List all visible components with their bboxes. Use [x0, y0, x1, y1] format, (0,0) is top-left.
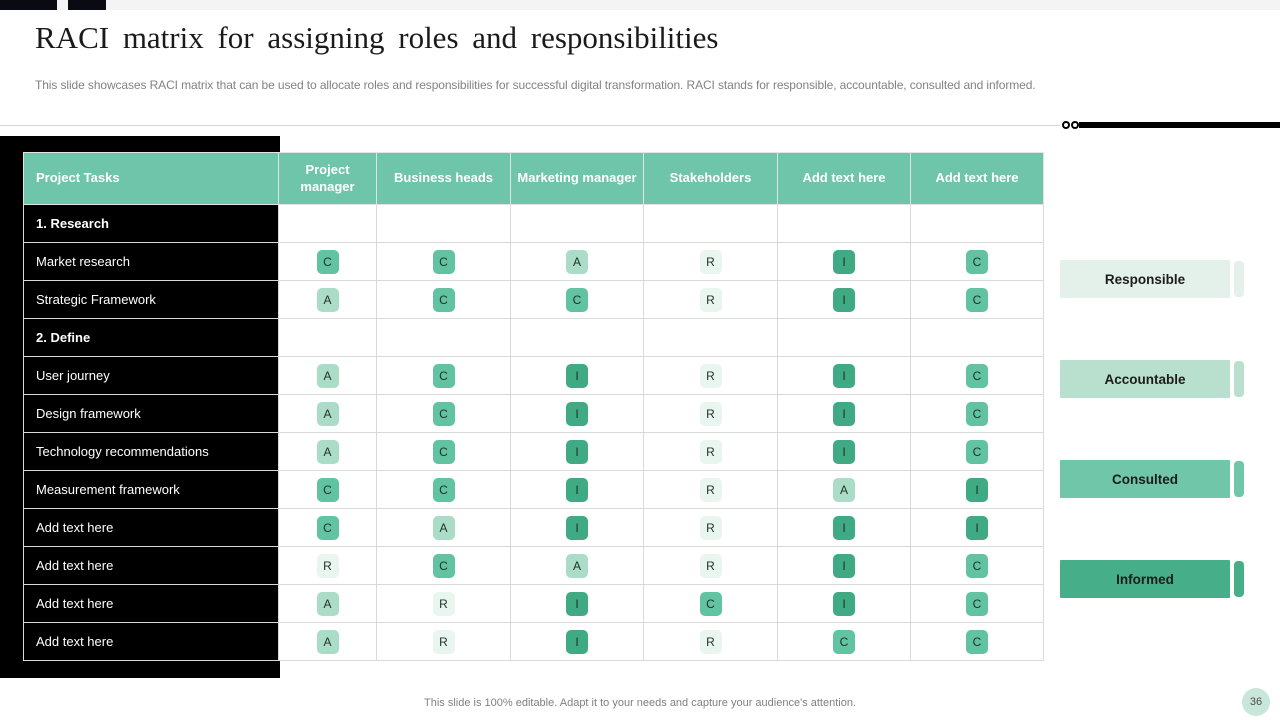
raci-cell	[778, 623, 911, 661]
header-divider-accent	[1079, 122, 1280, 128]
raci-cell	[279, 585, 377, 623]
raci-cell	[511, 281, 644, 319]
footer-note: This slide is 100% editable. Adapt it to your needs and capture your audience's attention.	[424, 697, 856, 709]
raci-badge-c: C	[566, 288, 588, 312]
raci-cell	[377, 357, 511, 395]
raci-badge-i: I	[966, 516, 988, 540]
raci-cell	[644, 281, 778, 319]
raci-cell	[911, 319, 1044, 357]
top-strip	[0, 0, 1280, 10]
task-cell[interactable]: Add text here	[24, 585, 279, 623]
legend-label-consulted: Consulted	[1060, 460, 1230, 498]
raci-cell	[644, 395, 778, 433]
raci-cell	[778, 433, 911, 471]
raci-cell	[911, 433, 1044, 471]
legend-tab	[1234, 461, 1244, 497]
raci-badge-i: I	[566, 592, 588, 616]
raci-cell	[279, 547, 377, 585]
raci-cell	[377, 547, 511, 585]
divider-ring-icon	[1071, 121, 1079, 129]
divider-ring-icon	[1062, 121, 1070, 129]
raci-badge-c: C	[700, 592, 722, 616]
raci-badge-c: C	[966, 554, 988, 578]
raci-cell	[511, 433, 644, 471]
raci-badge-i: I	[833, 402, 855, 426]
raci-cell	[279, 319, 377, 357]
legend-label-accountable: Accountable	[1060, 360, 1230, 398]
raci-badge-i: I	[566, 440, 588, 464]
raci-cell	[279, 281, 377, 319]
task-cell: Design framework	[24, 395, 279, 433]
raci-cell	[279, 395, 377, 433]
column-header[interactable]: Add text here	[911, 153, 1044, 205]
raci-badge-r: R	[700, 364, 722, 388]
raci-badge-i: I	[566, 478, 588, 502]
raci-badge-c: C	[966, 630, 988, 654]
raci-cell	[911, 509, 1044, 547]
raci-cell	[377, 205, 511, 243]
task-cell: Technology recommendations	[24, 433, 279, 471]
column-header[interactable]: Add text here	[778, 153, 911, 205]
legend-tab	[1234, 561, 1244, 597]
raci-badge-i: I	[566, 364, 588, 388]
column-header: Project manager	[279, 153, 377, 205]
raci-badge-c: C	[966, 592, 988, 616]
raci-cell	[644, 585, 778, 623]
raci-cell	[644, 509, 778, 547]
raci-badge-r: R	[700, 440, 722, 464]
raci-badge-c: C	[433, 250, 455, 274]
raci-cell	[911, 547, 1044, 585]
raci-cell	[644, 205, 778, 243]
raci-cell	[279, 357, 377, 395]
raci-cell	[644, 319, 778, 357]
table-row	[24, 623, 1044, 661]
raci-badge-c: C	[833, 630, 855, 654]
task-cell[interactable]: Add text here	[24, 547, 279, 585]
task-section-cell: 1. Research	[24, 205, 279, 243]
raci-badge-i: I	[833, 288, 855, 312]
raci-badge-r: R	[700, 554, 722, 578]
raci-cell	[778, 243, 911, 281]
raci-cell	[377, 509, 511, 547]
legend-item-responsible	[1060, 260, 1246, 298]
raci-badge-a: A	[317, 592, 339, 616]
raci-cell	[377, 585, 511, 623]
raci-badge-c: C	[433, 554, 455, 578]
raci-cell	[644, 547, 778, 585]
raci-badge-i: I	[833, 516, 855, 540]
legend-item-informed	[1060, 560, 1246, 598]
raci-badge-c: C	[317, 516, 339, 540]
legend-tab	[1234, 261, 1244, 297]
raci-cell	[511, 357, 644, 395]
raci-badge-r: R	[317, 554, 339, 578]
legend-item-accountable	[1060, 360, 1246, 398]
column-header-project-tasks: Project Tasks	[24, 153, 279, 205]
raci-cell	[511, 471, 644, 509]
table-row	[24, 281, 1044, 319]
table-body	[24, 205, 1044, 661]
legend-tab	[1234, 361, 1244, 397]
raci-cell	[279, 623, 377, 661]
raci-cell	[377, 281, 511, 319]
raci-badge-a: A	[317, 288, 339, 312]
raci-cell	[511, 319, 644, 357]
raci-cell	[644, 357, 778, 395]
raci-cell	[644, 471, 778, 509]
raci-cell	[778, 395, 911, 433]
raci-badge-i: I	[966, 478, 988, 502]
raci-cell	[911, 205, 1044, 243]
raci-cell	[778, 357, 911, 395]
raci-badge-c: C	[433, 440, 455, 464]
raci-cell	[778, 281, 911, 319]
raci-badge-c: C	[966, 288, 988, 312]
table-row	[24, 585, 1044, 623]
column-header: Marketing manager	[511, 153, 644, 205]
task-section-cell: 2. Define	[24, 319, 279, 357]
top-accent-bar-1	[0, 0, 57, 10]
raci-badge-c: C	[433, 288, 455, 312]
raci-cell	[511, 205, 644, 243]
column-header: Stakeholders	[644, 153, 778, 205]
raci-badge-c: C	[966, 440, 988, 464]
raci-badge-a: A	[317, 364, 339, 388]
raci-cell	[511, 585, 644, 623]
raci-badge-c: C	[433, 402, 455, 426]
raci-cell	[911, 281, 1044, 319]
header-divider-line	[0, 125, 1060, 126]
raci-cell	[377, 433, 511, 471]
raci-cell	[911, 471, 1044, 509]
raci-badge-i: I	[833, 592, 855, 616]
task-cell: Market research	[24, 243, 279, 281]
table-row	[24, 205, 1044, 243]
raci-badge-i: I	[566, 402, 588, 426]
raci-badge-c: C	[317, 250, 339, 274]
raci-cell	[279, 243, 377, 281]
task-cell: Measurement framework	[24, 471, 279, 509]
raci-cell	[644, 433, 778, 471]
raci-badge-c: C	[433, 478, 455, 502]
raci-badge-i: I	[833, 250, 855, 274]
raci-cell	[377, 319, 511, 357]
raci-cell	[377, 243, 511, 281]
table-row	[24, 395, 1044, 433]
table-header	[24, 153, 1044, 205]
raci-cell	[279, 509, 377, 547]
task-cell: User journey	[24, 357, 279, 395]
legend-label-informed: Informed	[1060, 560, 1230, 598]
page-subtitle: This slide showcases RACI matrix that can be used to allocate roles and responsibilities for successful digital transformation. RACI stands for responsible, accountable, consulted and informed.	[35, 78, 1036, 92]
raci-badge-i: I	[566, 516, 588, 540]
raci-cell	[279, 433, 377, 471]
raci-cell	[377, 471, 511, 509]
raci-badge-a: A	[317, 402, 339, 426]
raci-badge-a: A	[433, 516, 455, 540]
task-cell: Strategic Framework	[24, 281, 279, 319]
raci-cell	[778, 547, 911, 585]
raci-badge-r: R	[700, 630, 722, 654]
raci-cell	[377, 623, 511, 661]
top-accent-bar-2	[68, 0, 106, 10]
raci-badge-r: R	[700, 250, 722, 274]
raci-badge-i: I	[833, 554, 855, 578]
raci-badge-i: I	[833, 440, 855, 464]
raci-cell	[778, 319, 911, 357]
raci-cell	[511, 623, 644, 661]
raci-cell	[778, 585, 911, 623]
raci-cell	[778, 509, 911, 547]
raci-badge-r: R	[700, 478, 722, 502]
raci-cell	[911, 357, 1044, 395]
raci-badge-c: C	[966, 402, 988, 426]
raci-cell	[377, 395, 511, 433]
raci-badge-r: R	[700, 516, 722, 540]
raci-cell	[511, 547, 644, 585]
raci-badge-a: A	[317, 630, 339, 654]
raci-badge-r: R	[433, 630, 455, 654]
raci-badge-c: C	[966, 364, 988, 388]
raci-badge-r: R	[700, 288, 722, 312]
table-row	[24, 509, 1044, 547]
table-row	[24, 433, 1044, 471]
raci-badge-c: C	[317, 478, 339, 502]
raci-badge-i: I	[833, 364, 855, 388]
raci-badge-i: I	[566, 630, 588, 654]
raci-cell	[778, 205, 911, 243]
raci-cell	[511, 395, 644, 433]
raci-cell	[511, 509, 644, 547]
task-cell[interactable]: Add text here	[24, 623, 279, 661]
raci-cell	[644, 623, 778, 661]
raci-cell	[644, 243, 778, 281]
table-row	[24, 547, 1044, 585]
raci-badge-c: C	[966, 250, 988, 274]
raci-badge-a: A	[833, 478, 855, 502]
table-row	[24, 243, 1044, 281]
table-row	[24, 319, 1044, 357]
raci-cell	[778, 471, 911, 509]
raci-badge-r: R	[700, 402, 722, 426]
raci-cell	[911, 585, 1044, 623]
raci-cell	[511, 243, 644, 281]
page-number-badge: 36	[1242, 688, 1270, 716]
table-row	[24, 471, 1044, 509]
raci-cell	[911, 243, 1044, 281]
table-row	[24, 357, 1044, 395]
task-cell[interactable]: Add text here	[24, 509, 279, 547]
raci-badge-a: A	[317, 440, 339, 464]
raci-cell	[279, 471, 377, 509]
page-title: RACI matrix for assigning roles and responsibilities	[35, 20, 719, 55]
legend-item-consulted	[1060, 460, 1246, 498]
raci-matrix-table	[23, 152, 1044, 661]
raci-cell	[279, 205, 377, 243]
column-header: Business heads	[377, 153, 511, 205]
raci-badge-a: A	[566, 554, 588, 578]
raci-badge-r: R	[433, 592, 455, 616]
legend-label-responsible: Responsible	[1060, 260, 1230, 298]
raci-badge-c: C	[433, 364, 455, 388]
raci-cell	[911, 395, 1044, 433]
raci-badge-a: A	[566, 250, 588, 274]
raci-cell	[911, 623, 1044, 661]
